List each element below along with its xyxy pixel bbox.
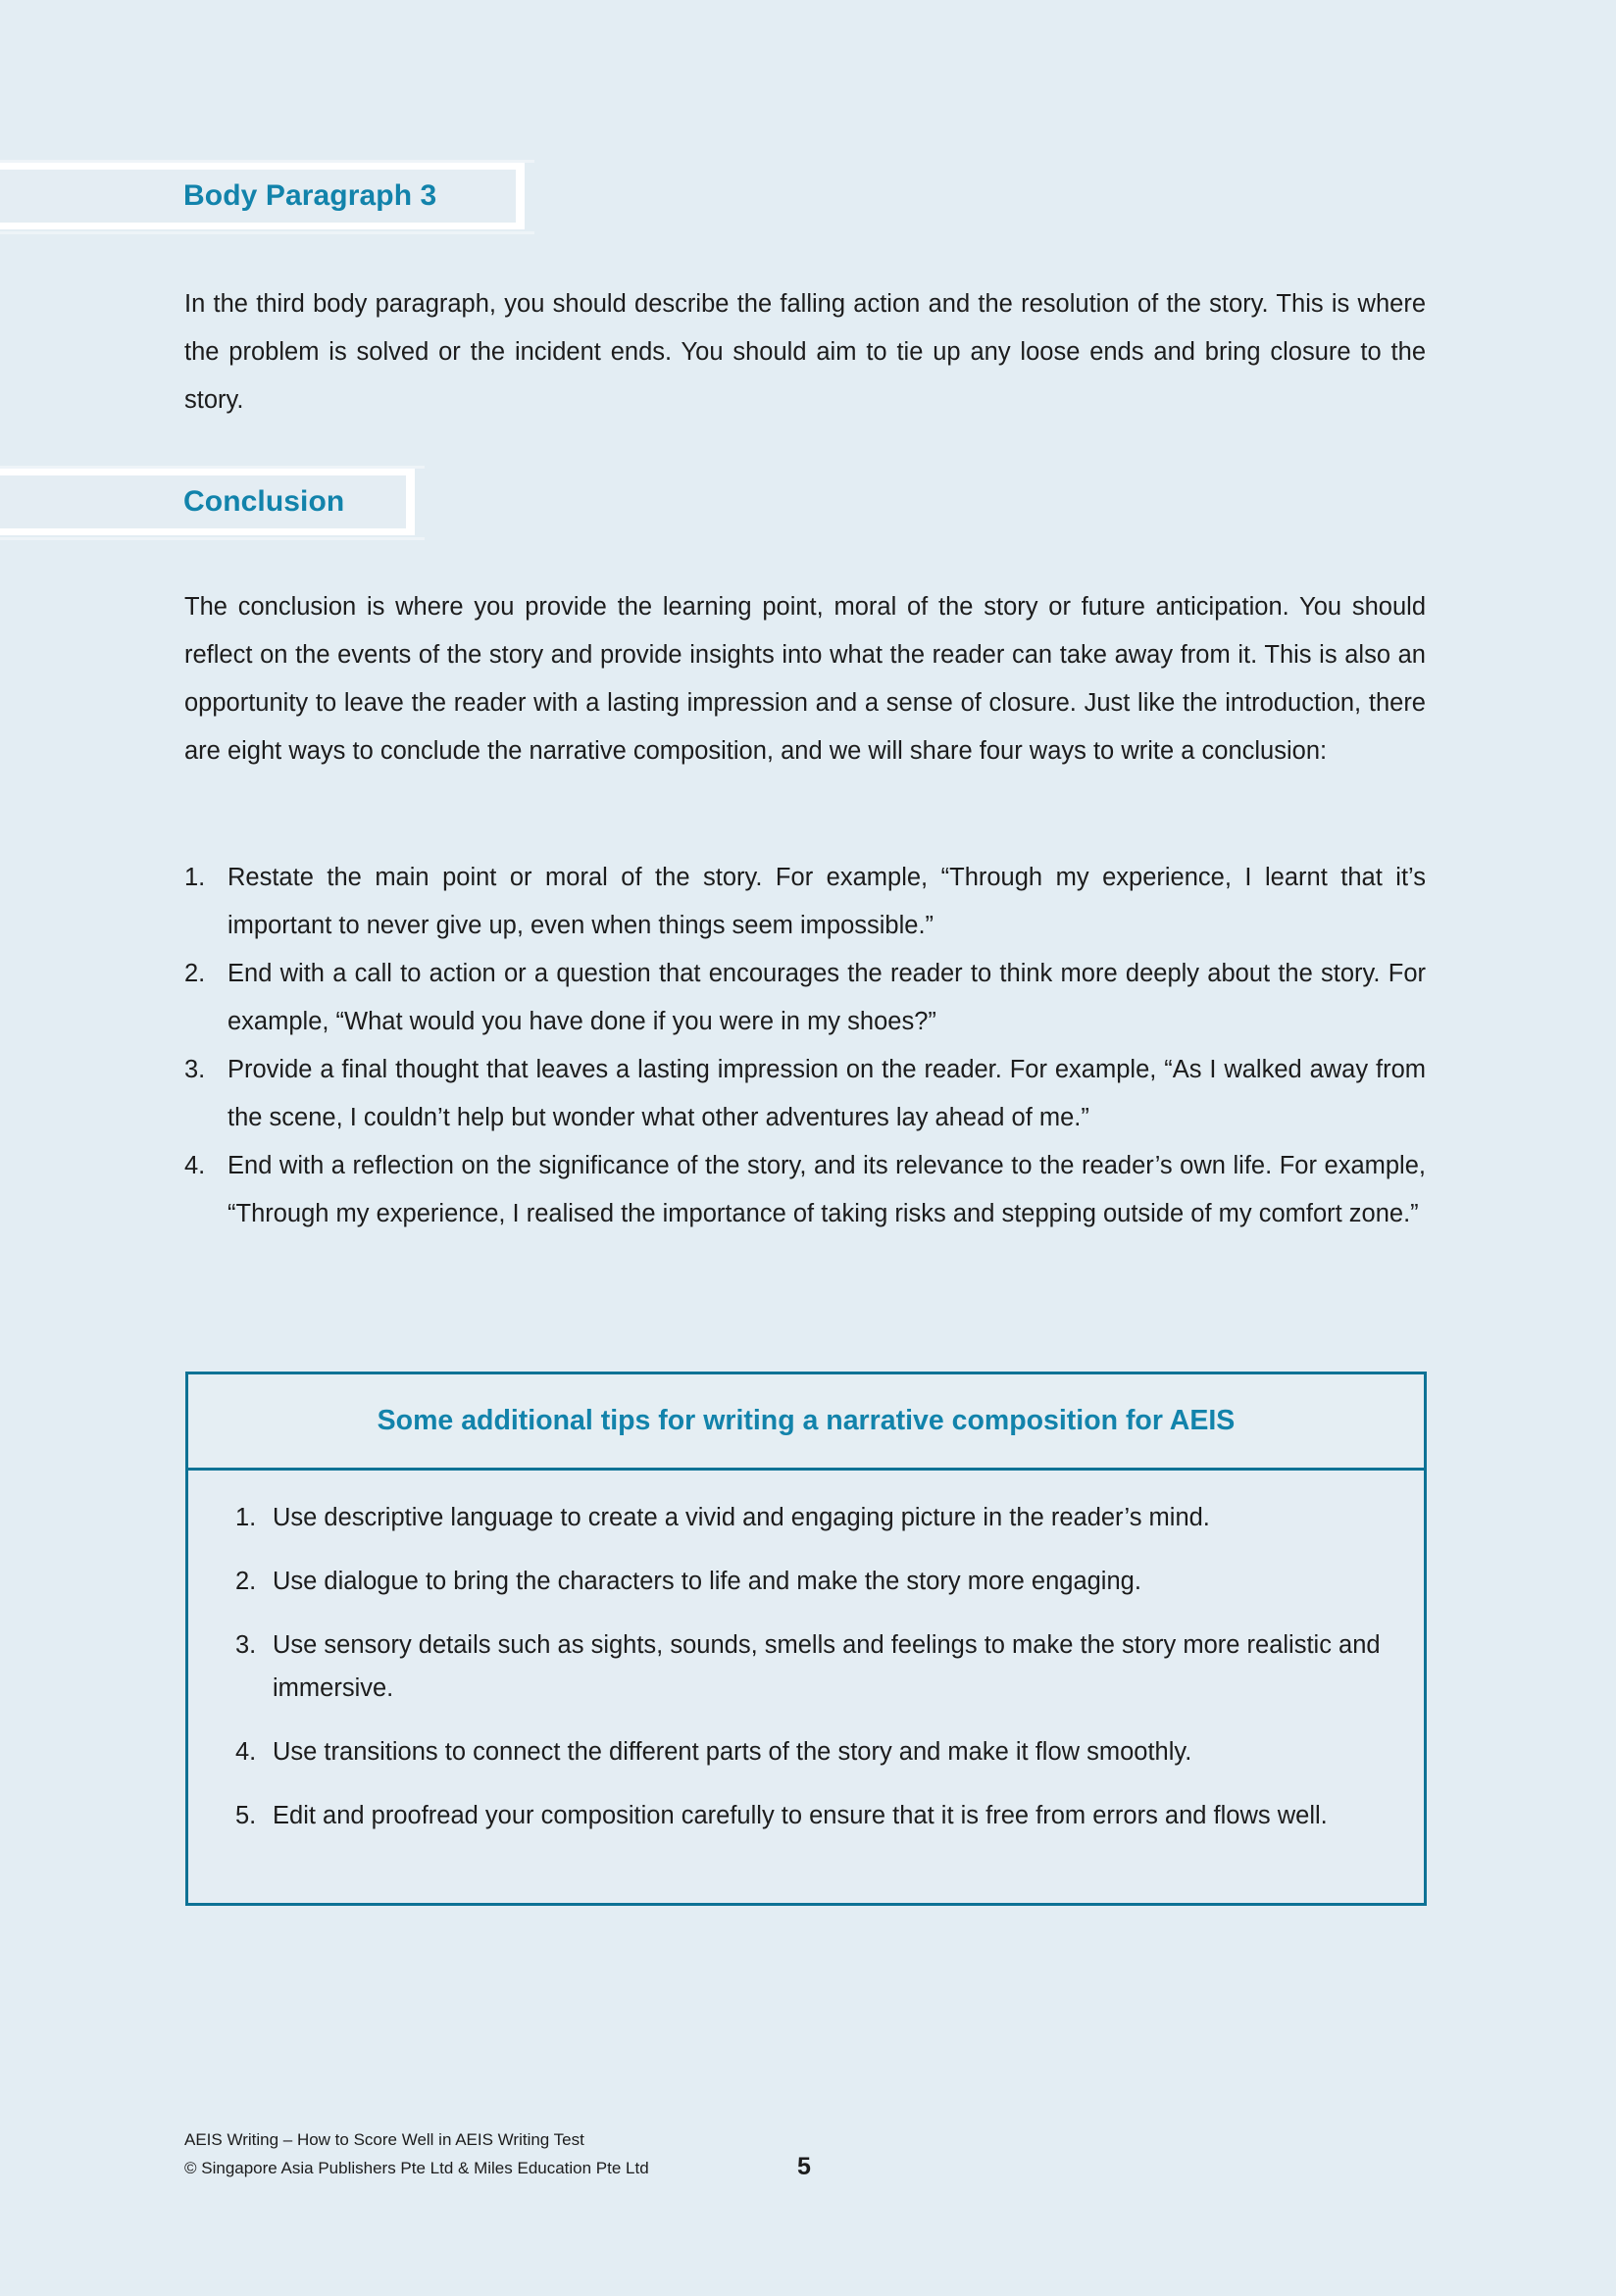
list-item-number: 3.: [235, 1631, 257, 1659]
footer-line-2: © Singapore Asia Publishers Pte Ltd & Miles Education Pte Ltd: [184, 2159, 649, 2177]
band-rule-bottom-body3: [0, 231, 534, 234]
list-item: [235, 1560, 1385, 1603]
section-heading-conclusion: [0, 469, 415, 535]
list-item: [235, 1730, 1385, 1773]
list-item: [184, 854, 1426, 950]
list-item-text: Edit and proofread your composition carefully to ensure that it is free from errors and flows well.: [273, 1802, 1328, 1829]
page-footer: [184, 2125, 1430, 2182]
list-item: [235, 1794, 1385, 1837]
additional-tips-header: [188, 1374, 1424, 1471]
conclusion-text-block: [184, 583, 1426, 775]
list-item-number: 4.: [184, 1152, 206, 1179]
body-paragraph-3-paragraph: In the third body paragraph, you should describe the falling action and the resolution of the story. This is where the problem is solved or the incident ends. You should aim to tie up any loose ends and bring closure to the story.: [184, 290, 1426, 414]
section-heading-body-paragraph-3: [0, 163, 525, 229]
band-inner: [0, 475, 406, 528]
list-item: [235, 1496, 1385, 1539]
list-item-text: Use sensory details such as sights, sounds, smells and feelings to make the story more realistic and immersive.: [273, 1631, 1381, 1702]
list-item-number: 5.: [235, 1802, 257, 1829]
list-item-number: 1.: [184, 864, 206, 891]
list-item-number: 2.: [184, 960, 206, 987]
list-item: [184, 1142, 1426, 1238]
list-item-number: 3.: [184, 1056, 206, 1083]
list-item-text: Restate the main point or moral of the story. For example, “Through my experience, I learnt that it’s important to never give up, even when things seem impossible.”: [227, 864, 1426, 939]
section-heading-label: Body Paragraph 3: [183, 179, 437, 212]
list-item: [235, 1623, 1385, 1710]
list-item-text: End with a call to action or a question that encourages the reader to think more deeply about the story. For example, “What would you have done if you were in my shoes?”: [227, 960, 1426, 1035]
footer-line-1: AEIS Writing – How to Score Well in AEIS Writing Test: [184, 2130, 584, 2149]
additional-tips-box: [185, 1372, 1427, 1906]
list-item-number: 2.: [235, 1568, 257, 1595]
list-item: [184, 950, 1426, 1046]
additional-tips-title: Some additional tips for writing a narrative composition for AEIS: [377, 1405, 1236, 1436]
list-item-text: Use descriptive language to create a vivid and engaging picture in the reader’s mind.: [273, 1504, 1210, 1531]
section-heading-label: Conclusion: [183, 485, 345, 518]
band-rule-bottom-conclusion: [0, 537, 425, 540]
list-item-text: End with a reflection on the significance of the story, and its relevance to the reader’s own life. For example, “Through my experience, I realised the importance of taking risks and stepping outside of my comfort zone.”: [227, 1152, 1426, 1227]
body-paragraph-3-text-block: [184, 280, 1426, 424]
list-item-text: Use transitions to connect the different parts of the story and make it flow smoothly.: [273, 1738, 1192, 1766]
band-inner: [0, 170, 516, 223]
conclusion-ways-list: [184, 854, 1426, 1238]
list-item: [184, 1046, 1426, 1142]
page-number: 5: [797, 2153, 811, 2180]
conclusion-paragraph: The conclusion is where you provide the learning point, moral of the story or future anticipation. You should reflect on the events of the story and provide insights into what the reader can take away from it. This is also an opportunity to leave the reader with a lasting impression and a sense of closure. Just like the introduction, there are eight ways to conclude the narrative composition, and we will share four ways to write a conclusion:: [184, 593, 1426, 765]
list-item-text: Use dialogue to bring the characters to life and make the story more engaging.: [273, 1568, 1141, 1595]
list-item-number: 4.: [235, 1738, 257, 1766]
list-item-number: 1.: [235, 1504, 257, 1531]
list-item-text: Provide a final thought that leaves a lasting impression on the reader. For example, “As I walked away from the scene, I couldn’t help but wonder what other adventures lay ahead of me.”: [227, 1056, 1426, 1131]
additional-tips-list: [188, 1471, 1424, 1837]
